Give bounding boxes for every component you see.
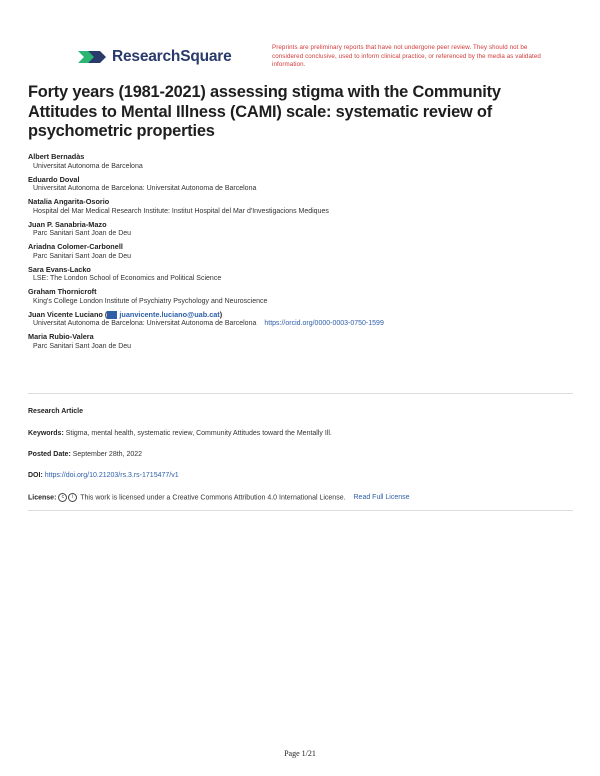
author-entry	[28, 152, 568, 171]
divider	[28, 510, 573, 511]
author-name: Sara Evans-Lacko	[28, 264, 91, 274]
posted-date-value: September 28th, 2022	[72, 451, 143, 458]
author-affiliation: LSE: The London School of Economics and Political Science	[33, 275, 222, 282]
author-affiliation: Parc Sanitari Sant Joan de Deu	[33, 252, 132, 260]
author-name-text: Juan Vicente Luciano	[28, 309, 103, 319]
creative-commons-icon: c	[58, 493, 67, 502]
research-square-logo-icon	[76, 47, 106, 67]
author-name: Natalia Angarita-Osorio	[28, 197, 110, 206]
author-email-link[interactable]: juanvicente.luciano@uab.cat	[119, 309, 220, 319]
doi-label: DOI:	[28, 472, 43, 479]
doi-row	[28, 472, 573, 479]
author-affiliation-text: Universitat Autonoma de Barcelona: Universitat Autonoma de Barcelona	[33, 320, 257, 327]
brand-name-part-2: Square	[180, 48, 232, 65]
page-number: Page 1/21	[284, 749, 316, 758]
author-entry	[28, 175, 568, 194]
author-list	[28, 152, 568, 355]
author-name: Juan Vicente Luciano ( juanvicente.luciano@uab.cat)	[28, 309, 223, 319]
author-affiliation: Parc Sanitari Sant Joan de Deu	[33, 342, 132, 350]
paper-title: Forty years (1981-2021) assessing stigma with the Community Attitudes to Mental Illness (CAMI) scale: systematic review of psychometric properties	[28, 83, 501, 140]
envelope-icon	[107, 311, 117, 319]
author-affiliation: Hospital del Mar Medical Research Institute: Institut Hospital del Mar d'Investigacions Mediques	[33, 207, 329, 215]
doi-link[interactable]: https://doi.org/10.21203/rs.3.rs-1715477/v1	[44, 472, 179, 479]
author-affiliation: Universitat Autonoma de Barcelona: Universitat Autonoma de Barcelona	[33, 185, 257, 192]
read-full-license-link[interactable]: Read Full License	[353, 494, 410, 502]
author-entry	[28, 287, 568, 306]
article-type	[28, 408, 573, 415]
author-entry	[28, 265, 568, 284]
brand-name-part-1: Research	[112, 48, 181, 65]
author-affiliation: Parc Sanitari Sant Joan de Deu	[33, 230, 132, 237]
preprint-disclaimer: Preprints are preliminary reports that have not undergone peer review. They should not be considered conclusive, used to inform clinical practice, or referenced by the media as validated information.	[272, 44, 541, 69]
license-label: License:	[28, 494, 57, 502]
research-square-logo[interactable]	[76, 47, 232, 67]
license-row	[28, 493, 573, 502]
author-name: Albert Bernadàs	[28, 152, 85, 161]
posted-date-row	[28, 451, 573, 458]
author-name: Graham Thornicroft	[28, 287, 97, 296]
orcid-link[interactable]: https://orcid.org/0000-0003-0750-1599	[264, 320, 384, 327]
divider	[28, 393, 573, 394]
author-entry	[28, 220, 568, 239]
author-name: Juan P. Sanabria-Mazo	[28, 219, 107, 229]
keywords-value: Stigma, mental health, systematic review, Community Attitudes toward the Mentally Ill.	[65, 430, 332, 437]
author-entry-corresponding	[28, 310, 568, 329]
article-type-label: Research Article	[28, 408, 83, 415]
author-name: Ariadna Colomer-Carbonell	[28, 242, 123, 251]
author-entry	[28, 242, 568, 261]
keywords-label: Keywords:	[28, 430, 64, 437]
posted-date-label: Posted Date:	[28, 451, 71, 458]
license-text: This work is licensed under a Creative Commons Attribution 4.0 International License.	[80, 494, 346, 502]
author-entry	[28, 197, 568, 216]
author-name: Eduardo Doval	[28, 174, 80, 184]
author-affiliation	[28, 319, 568, 329]
keywords-row	[28, 430, 573, 437]
brand-name	[112, 48, 232, 66]
attribution-icon: i	[68, 493, 77, 502]
author-affiliation: Universitat Autonoma de Barcelona	[33, 162, 143, 170]
page-header	[0, 0, 600, 80]
author-affiliation: King's College London Institute of Psychiatry Psychology and Neuroscience	[33, 297, 268, 305]
author-name: Maria Rubio-Valera	[28, 332, 94, 341]
author-entry	[28, 332, 568, 351]
